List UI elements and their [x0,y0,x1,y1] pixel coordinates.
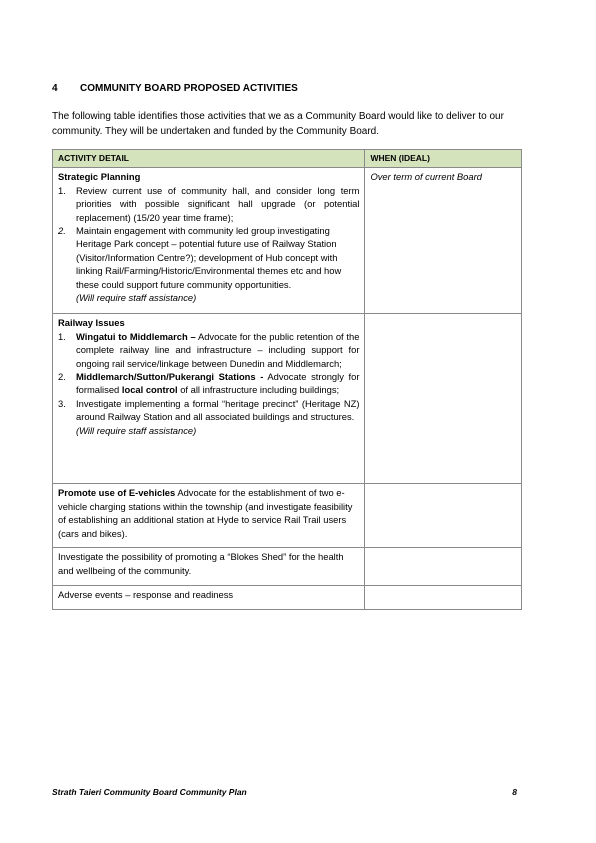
section-heading [52,83,552,94]
page-number: 8 [512,787,517,797]
header-activity-detail: ACTIVITY DETAIL [53,150,365,168]
railway-issues-when [365,314,522,484]
adverse-events-cell: Adverse events – response and readiness [53,586,365,610]
staff-assistance-note: (Will require staff assistance) [76,424,197,436]
table-row-adverse-events [53,586,522,610]
railway-issues-cell [53,314,365,484]
strategic-planning-cell [53,168,365,314]
table-row-blokes-shed [53,548,522,586]
intro-paragraph: The following table identifies those activities that we as a Community Board would like to deliver to our community. They will be undertaken and funded by the Community Board. [52,111,504,137]
table-row-railway-issues [53,314,522,484]
list-item: 1. Review current use of community hall, and consider long term priorities with possible significant hall upgrade (or potential replacement) (15/20 year time frame); [58,184,360,223]
page-footer [52,787,517,797]
strategic-planning-title: Strategic Planning [58,171,141,183]
e-vehicles-cell: Promote use of E-vehicles Advocate for the establishment of two e-vehicle charging stations within the township (and investigate feasibility of establishing an additional station at Hyde to service Rail Trail users (cars and bikes). [53,484,365,548]
blokes-shed-cell: Investigate the possibility of promoting a “Blokes Shed” for the health and wellbeing of the community. [53,548,365,586]
activities-table [52,149,522,610]
list-item: 3. Investigate implementing a formal “heritage precinct” (Heritage NZ) around Railway Station and all associated buildings and structures. [58,397,360,423]
adverse-events-when [365,586,522,610]
section-title: COMMUNITY BOARD PROPOSED ACTIVITIES [80,83,298,94]
list-item: 1. Wingatui to Middlemarch – Advocate for the public retention of the complete railway line and infrastructure – including support for ongoing rail service/linkage between Dunedin and Middlemarch; [58,330,360,369]
table-row-strategic-planning [53,168,522,314]
railway-issues-title: Railway Issues [58,317,125,329]
blokes-shed-when [365,548,522,586]
list-item: 2. Middlemarch/Sutton/Pukerangi Stations - Advocate strongly for formalised local control of all infrastructure including buildings; [58,371,360,396]
table-header-row [53,150,522,168]
strategic-planning-list [58,184,359,291]
footer-title: Strath Taieri Community Board Community Plan [52,787,247,797]
railway-issues-list [58,330,359,424]
header-when-ideal: WHEN (IDEAL) [365,150,522,168]
staff-assistance-note: (Will require staff assistance) [76,292,197,304]
strategic-planning-when: Over term of current Board [365,168,522,314]
e-vehicles-when [365,484,522,548]
section-number: 4 [52,83,58,94]
list-item: 2. Maintain engagement with community led group investigating Heritage Park concept – potential future use of Railway Station (Visitor/Information Centre?); development of Hub concept with linking Rail/Farming/Historic/Environmental themes etc and how these could support future community opportunities. [58,225,342,290]
table-row-e-vehicles [53,484,522,548]
